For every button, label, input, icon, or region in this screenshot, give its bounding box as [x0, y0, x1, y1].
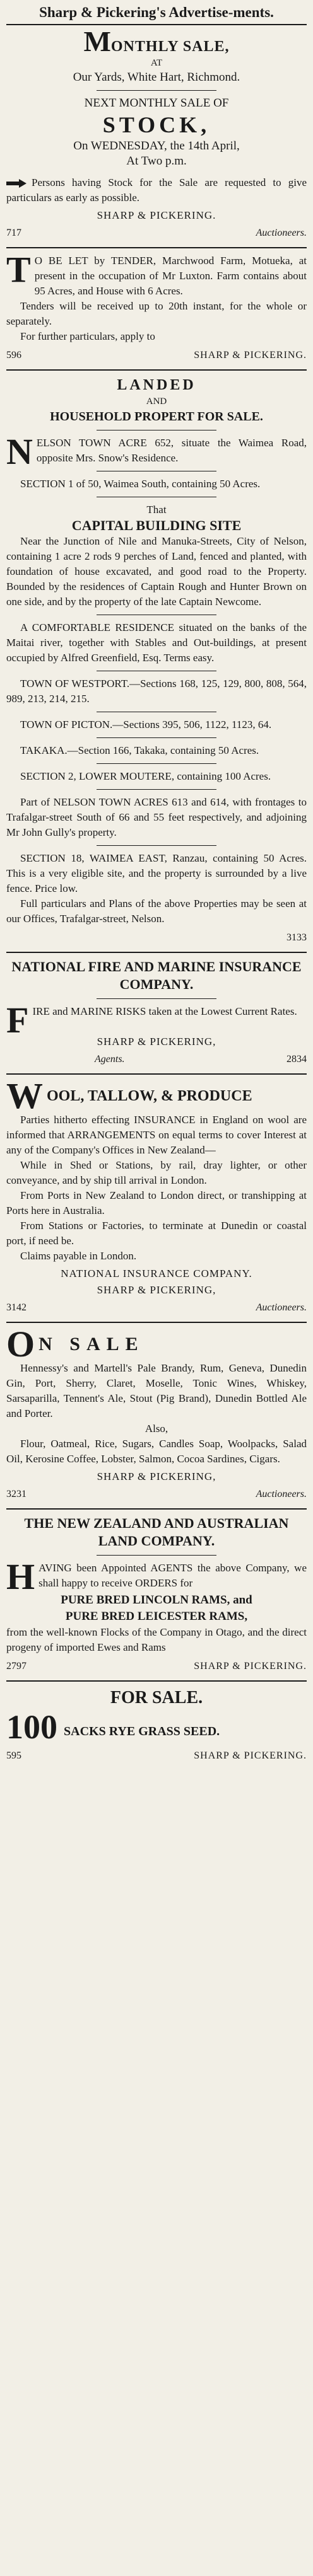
landed-and: AND: [146, 396, 167, 407]
insurance-drop-cap: F: [6, 1000, 29, 1041]
landed-waimea-east: SECTION 18, WAIMEA EAST, Ranzau, containing 50 Acres. This is a very eligible site, and the property is surrounded by a live fence. Price low.: [6, 852, 307, 894]
grass-row: [6, 1709, 307, 1745]
tender-text: T O BE LET by TENDER, Marchwood Farm, Motueka, at present in the occupation of Mr Luxton. Farm contains about 95 Acres, and House with 6 Acres.: [6, 249, 307, 297]
landed-heading: LANDED: [117, 377, 196, 393]
ad-role: Auctioneers.: [256, 228, 307, 238]
land-company-drop-cap: H: [6, 1556, 35, 1597]
monthly-sale-location: Our Yards, White Hart, Richmond.: [73, 71, 240, 84]
on-sale-p1: Hennessy's and Martell's Pale Brandy, Rum, Geneva, Dunedin Gin, Port, Sherry, Claret, Moselle, Tonic Wines, Whiskey, Sarsaparilla, Tennent's Ale, Stout (Pig Brand), Dunedin Bottled Ale and Porter.: [6, 1362, 307, 1419]
landed-picton: TOWN OF PICTON.—Sections 395, 506, 1122, 1123, 64.: [20, 719, 272, 731]
tender-line2: Tenders will be received up to 20th instant, for the whole or separately.: [6, 300, 307, 327]
ad-number: 3133: [286, 932, 307, 943]
ad-national-insurance: [6, 952, 307, 1073]
ad-role: Agents.: [95, 1054, 125, 1065]
wool-footer: [6, 1300, 307, 1315]
monthly-sale-at: AT: [150, 58, 163, 68]
landed-comfortable: A COMFORTABLE RESIDENCE situated on the banks of the Maitai river, together with Stables and Out-buildings, at present occupied by Alfred Greenfield, Esq. Terms easy.: [6, 621, 307, 664]
landed-nelson: NELSON TOWN ACRE 652, situate the Waimea Road, opposite Mrs. Snow's Residence.: [6, 431, 307, 472]
wool-p5: Claims payable in London.: [20, 1250, 137, 1262]
ad-number: 3231: [6, 1489, 27, 1499]
wool-signature: SHARP & PICKERING,: [97, 1284, 216, 1296]
monthly-sale-notice: Persons having Stock for the Sale are requested to give particulars as early as possible.: [6, 176, 307, 204]
divider: [97, 90, 216, 91]
on-sale-signature: SHARP & PICKERING,: [97, 1470, 216, 1482]
on-sale-drop-cap: O: [6, 1328, 35, 1361]
on-sale-footer: [6, 1487, 307, 1502]
wool-p2: While in Shed or Stations, by rail, dray lighter, or other conveyance, and by ship till arrival in London.: [6, 1159, 307, 1186]
ad-wool-tallow: [6, 1073, 307, 1322]
divider: [97, 763, 216, 764]
on-sale-p2: Flour, Oatmeal, Rice, Sugars, Candles Soap, Woolpacks, Salad Oil, Kerosine Coffee, Lobster, Salmon, Cocoa Sardines, Cigars.: [6, 1438, 307, 1465]
divider: [97, 737, 216, 738]
ad-number: 2797: [6, 1661, 27, 1672]
insurance-text: FIRE and MARINE RISKS taken at the Lowest Current Rates.: [6, 1000, 297, 1041]
wool-drop-cap: W: [6, 1080, 43, 1112]
wool-company: NATIONAL INSURANCE COMPANY.: [61, 1268, 252, 1279]
ad-number: 596: [6, 350, 21, 361]
grass-item: SACKS RYE GRASS SEED.: [64, 1724, 220, 1738]
insurance-footer: [6, 1052, 307, 1067]
landed-plans: Full particulars and Plans of the above Properties may be seen at our Offices, Trafalgar-street, Nelson.: [6, 898, 307, 925]
wool-p3: From Ports in New Zealand to London direct, or transhipping at Ports here in Australia.: [6, 1189, 307, 1216]
grass-footer: [6, 1748, 307, 1764]
monthly-sale-drop-cap: M: [83, 25, 111, 57]
grass-heading: FOR SALE.: [110, 1688, 203, 1707]
pointing-hand-icon: [6, 179, 28, 188]
insurance-signature: SHARP & PICKERING,: [97, 1036, 216, 1048]
ad-rye-grass: [6, 1680, 307, 1770]
wool-heading: [6, 1080, 307, 1112]
monthly-sale-heading-text: ONTHLY SALE,: [110, 38, 230, 55]
landed-drop-cap: N: [6, 431, 33, 472]
divider: [97, 845, 216, 846]
ad-signature: SHARP & PICKERING.: [194, 1750, 307, 1761]
monthly-sale-next: NEXT MONTHLY SALE OF: [84, 96, 229, 110]
landed-that: That: [146, 504, 167, 516]
page-title: Sharp & Pickering's Advertise-ments.: [39, 4, 274, 20]
ad-number: 717: [6, 228, 21, 238]
on-sale-heading: [6, 1328, 307, 1361]
tender-line3: For further particulars, apply to: [20, 330, 155, 342]
land-company-rams2: PURE BRED LEICESTER RAMS,: [65, 1610, 248, 1623]
ad-role: Auctioneers.: [256, 1302, 307, 1313]
landed-westport: TOWN OF WESTPORT.—Sections 168, 125, 129, 800, 808, 564, 989, 213, 214, 215.: [6, 678, 307, 705]
landed-capital-text: Near the Junction of Nile and Manuka-Streets, City of Nelson, containing 1 acre 2 rods 9 perches of Land, fenced and planted, with foundation of house excavated, and good road to the Property. Bounded by the residences of Captain Rough and Hunter Brown on one side, and by the property of the late Captain Newcome.: [6, 535, 307, 608]
divider: [97, 789, 216, 790]
monthly-sale-signature: SHARP & PICKERING.: [97, 209, 216, 221]
ad-tender: [6, 247, 307, 369]
ad-number: 3142: [6, 1302, 27, 1313]
wool-heading-text: OOL, TALLOW, & PRODUCE: [47, 1088, 252, 1104]
ad-landed-property: [6, 369, 307, 952]
ad-number: 595: [6, 1750, 21, 1761]
tender-footer: [6, 348, 307, 363]
ad-on-sale: [6, 1322, 307, 1508]
landed-heading-2: HOUSEHOLD PROPERT FOR SALE.: [50, 410, 263, 424]
monthly-sale-heading: [6, 25, 307, 57]
tender-drop-cap: T: [6, 249, 31, 290]
monthly-sale-stock: STOCK,: [102, 112, 211, 137]
monthly-sale-time: At Two p.m.: [126, 154, 187, 168]
divider: [97, 998, 216, 999]
land-company-heading: THE NEW ZEALAND AND AUSTRALIAN LAND COMPANY.: [24, 1515, 289, 1549]
landed-capital: CAPITAL BUILDING SITE: [71, 517, 242, 533]
newspaper-column: [6, 0, 307, 1770]
land-company-text: HAVING been Appointed AGENTS the above Company, we shall happy to receive ORDERS for: [6, 1556, 307, 1597]
ad-role: Auctioneers.: [256, 1489, 307, 1499]
ad-monthly-sale: [6, 24, 307, 247]
on-sale-also: Also,: [145, 1423, 168, 1435]
land-company-footer: [6, 1659, 307, 1674]
ad-signature: SHARP & PICKERING.: [194, 1661, 307, 1672]
landed-moutere: SECTION 2, LOWER MOUTERE, containing 100 Acres.: [20, 770, 271, 782]
on-sale-heading-text: N SALE: [38, 1334, 145, 1354]
monthly-sale-footer: [6, 226, 307, 241]
wool-p4: From Stations or Factories, to terminate at Dunedin or coastal port, if need be.: [6, 1220, 307, 1247]
ad-land-company: [6, 1508, 307, 1680]
landed-section1: SECTION 1 of 50, Waimea South, containing 50 Acres.: [20, 478, 261, 490]
monthly-sale-date: On WEDNESDAY, the 14th April,: [73, 139, 240, 153]
land-company-p2: from the well-known Flocks of the Company in Otago, and the direct progeny of imported Ewes and Rams: [6, 1626, 307, 1653]
wool-p1: Parties hitherto effecting INSURANCE in England on wool are informed that ARRANGEMENTS on equal terms to cover Interest at any of the Company's Offices in New Zealand—: [6, 1114, 307, 1156]
landed-takaka: TAKAKA.—Section 166, Takaka, containing 50 Acres.: [20, 744, 259, 756]
ad-signature: SHARP & PICKERING.: [194, 350, 307, 361]
divider: [97, 1555, 216, 1556]
ad-number: 2834: [286, 1054, 307, 1065]
insurance-heading: NATIONAL FIRE AND MARINE INSURANCE COMPANY.: [11, 959, 302, 992]
landed-town-acres: Part of NELSON TOWN ACRES 613 and 614, with frontages to Trafalgar-street South of 66 and 55 feet respectively, and adjoining Mr John Gully's property.: [6, 796, 307, 838]
land-company-rams1: PURE BRED LINCOLN RAMS, and: [61, 1593, 252, 1607]
grass-quantity: 100: [6, 1708, 57, 1746]
landed-footer: [6, 930, 307, 945]
